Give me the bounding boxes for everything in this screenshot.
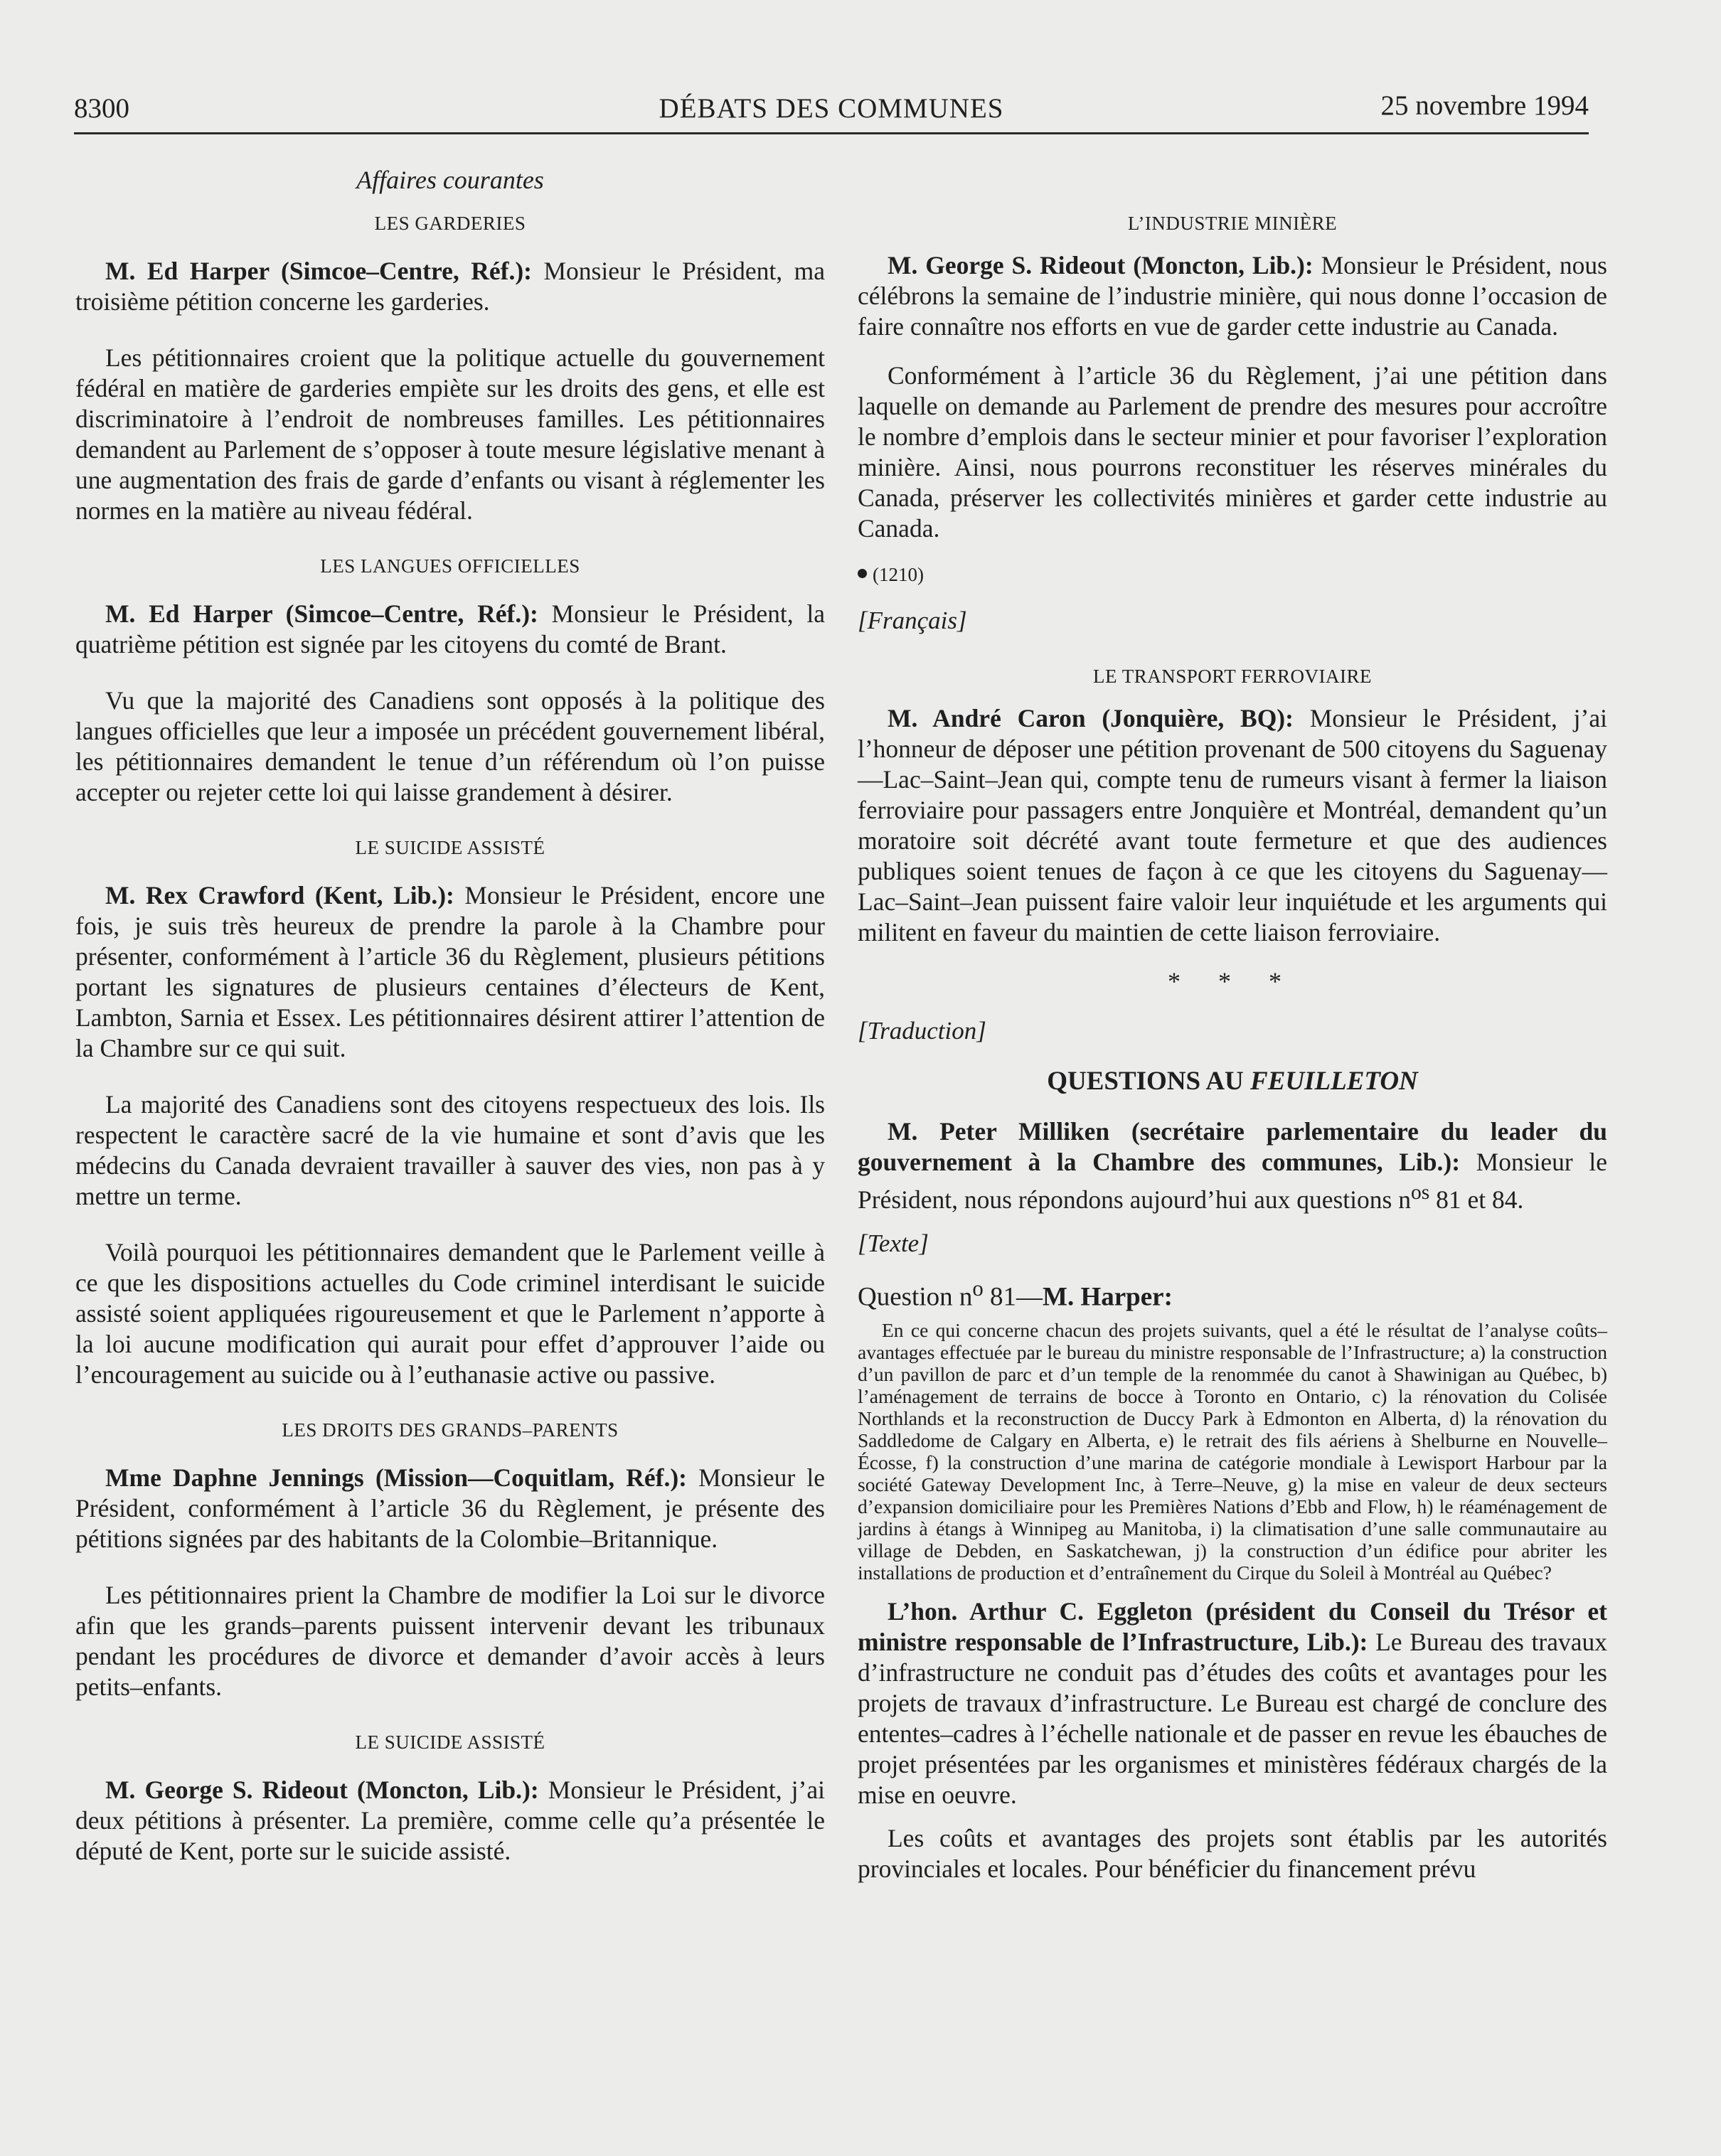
question-label: Question $n^o$ 81—M. Harper: [858, 1276, 1173, 1312]
section-title: LE TRANSPORT FERROVIAIRE [1093, 666, 1372, 687]
rubric-heading: Affaires courantes [356, 166, 544, 194]
paragraph: Voilà pourquoi les pétitionnaires demandent que le Parlement veille à ce que les dispositions actuelles du Code criminel interdisant le suicide assisté soient appliquées rigoureusement et que le Parlement n’apporte à la loi aucune modification qui aurait pour effet d’approuver l’aide ou l’encouragement au suicide ou à l’euthanasie active ou passive. [75, 1238, 825, 1389]
bullet-icon [858, 569, 867, 578]
paragraph: M. George S. Rideout (Moncton, Lib.): Monsieur le Président, nous célébrons la semaine de l’industrie minière, qui nous donne l’occasion de faire connaître nos efforts en vue de garder cette industrie au Canada. [858, 251, 1607, 341]
speaker-name: M. André Caron (Jonquière, BQ): [888, 704, 1294, 732]
language-tag: [Texte] [858, 1229, 929, 1257]
right-column [858, 164, 1607, 1884]
questions-heading: QUESTIONS AU FEUILLETON [1047, 1067, 1418, 1096]
paragraph: Mme Daphne Jennings (Mission—Coquitlam, Réf.): Monsieur le Président, conformément à l’article 36 du Règlement, je présente des pétitions signées par des habitants de la Colombie–Britannique. [75, 1463, 825, 1553]
paragraph: Vu que la majorité des Canadiens sont opposés à la politique des langues officielles que leur a imposée un précédent gouvernement libéral, les pétitionnaires demandent le tenue d’un référendum où l’on puisse accepter ou rejeter cette loi qui laisse grandement à désirer. [75, 686, 825, 806]
speaker-name: M. Ed Harper (Simcoe–Centre, Réf.): [105, 599, 538, 628]
page-date: 25 novembre 1994 [1380, 90, 1589, 121]
speaker-name: Mme Daphne Jennings (Mission—Coquitlam, Réf.): [105, 1463, 687, 1492]
paragraph: L’hon. Arthur C. Eggleton (président du Conseil du Trésor et ministre responsable de l’Infrastructure, Lib.): Le Bureau des travaux d’infrastructure ne conduit pas d’études des coûts et avantages pour les projets de travaux d’infrastructure. Le Bureau est chargé de conclure des ententes–cadres à l’échelle nationale et de passer en revue les ébauches de projet présentées par les organismes et ministères fédéraux chargés de la mise en oeuvre. [858, 1597, 1607, 1810]
paragraph: Les pétitionnaires croient que la politique actuelle du gouvernement fédéral en matière de garderies empiète sur les droits des gens, et elle est discriminatoire à l’endroit de nombreuses familles. Les pétitionnaires demandent au Parlement de s’opposer à toute mesure législative menant à une augmentation des frais de garde d’enfants ou visant à réglementer les normes en la matière au niveau fédéral. [75, 343, 825, 525]
section-title: LE SUICIDE ASSISTÉ [355, 1731, 545, 1753]
left-column [75, 164, 825, 1867]
language-tag: [Traduction] [858, 1017, 986, 1045]
speaker-name: M. George S. Rideout (Moncton, Lib.): [888, 251, 1314, 279]
speaker-name: M. Rex Crawford (Kent, Lib.): [105, 881, 454, 909]
paragraph: La majorité des Canadiens sont des citoyens respectueux des lois. Ils respectent le caractère sacré de la vie humaine et sont d’avis que les médecins du Canada devraient travailler à sauver des vies, non pas à y mettre un terme. [75, 1090, 825, 1210]
speaker-name: M. Peter Milliken (secrétaire parlementaire du leader du gouvernement à la Chambre des communes, Lib.): [858, 1117, 1607, 1176]
speaker-name: M. George S. Rideout (Moncton, Lib.): [105, 1776, 539, 1804]
separator-stars: * * * [1168, 967, 1297, 996]
paragraph: M. Ed Harper (Simcoe–Centre, Réf.): Monsieur le Président, la quatrième pétition est signée par les citoyens du comté de Brant. [75, 599, 825, 658]
paragraph: Les coûts et avantages des projets sont établis par les autorités provinciales et locales. Pour bénéficier du financement prévu [858, 1824, 1607, 1884]
paragraph: M. Peter Milliken (secrétaire parlementaire du leader du gouvernement à la Chambre des communes, Lib.): Monsieur le Président, nous répondons aujourd’hui aux questions $n^{os}$ 81 et 84. [858, 1117, 1607, 1214]
paragraph: Conformément à l’article 36 du Règlement, j’ai une pétition dans laquelle on demande au Parlement de prendre des mesures pour accroître le nombre d’emplois dans le secteur minier et pour favoriser l’exploration minière. Ainsi, nous pourrons reconstituer les réserves minérales du Canada, préserver les collectivités minières et garder cette industrie au Canada. [858, 361, 1607, 543]
page-header [74, 87, 1589, 134]
paragraph: M. George S. Rideout (Moncton, Lib.): Monsieur le Président, j’ai deux pétitions à présenter. La première, comme celle qu’a présentée le député de Kent, porte sur le suicide assisté. [75, 1776, 825, 1865]
language-tag: [Français] [858, 607, 967, 634]
paragraph: M. André Caron (Jonquière, BQ): Monsieur le Président, j’ai l’honneur de déposer une pétition provenant de 500 citoyens du Saguenay—Lac–Saint–Jean qui, compte tenu de rumeurs visant à fermer la liaison ferroviaire pour passagers entre Jonquière et Montréal, demandent qu’un moratoire soit décrété avant toute fermeture et que des audiences publiques soient tenues de façon à ce que les citoyens du Saguenay—Lac–Saint–Jean puissent faire valoir leur inquiétude et les arguments qui militent en faveur du maintien de cette liaison ferroviaire. [858, 704, 1607, 946]
section-title: LES LANGUES OFFICIELLES [320, 555, 580, 577]
publication-title: DÉBATS DES COMMUNES [659, 93, 1004, 124]
time-marker: (1210) [858, 562, 1607, 587]
speaker-name: L’hon. Arthur C. Eggleton (président du Conseil du Trésor et ministre responsable de l’Infrastructure, Lib.): [858, 1597, 1607, 1657]
section-title: LES GARDERIES [374, 213, 526, 234]
question-text: En ce qui concerne chacun des projets suivants, quel a été le résultat de l’analyse coûts–avantages effectuée par le bureau du ministre responsable de l’Infrastructure; a) la construction d’un pavillon de parc et d’un temple de la renommée du canot à Shawinigan au Québec, b) l’aménagement de terrains de bocce à Toronto en Ontario, c) la rénovation du Colisée Northlands et la reconstruction de Duccy Park à Edmonton en Alberta, d) la rénovation du Saddledome de Calgary en Alberta, e) le retrait des fils aériens à Shelburne en Nouvelle–Écosse, f) la construction d’une marina de catégorie mondiale à Lewisport Harbour par la société Gateway Development Inc, à Terre–Neuve, g) la mise en valeur de deux secteurs d’expansion domiciliaire pour les Premières Nations d’Ebb and Flow, h) le réaménagement de jardins à étangs à Winnipeg au Manitoba, i) la climatisation d’une salle communautaire au village de Debden, en Saskatchewan, j) la construction d’un édifice pour abriter les installations de production et d’entraînement du Cirque du Soleil à Montréal au Québec? [858, 1319, 1607, 1584]
page-number: 8300 [74, 93, 129, 124]
section-title: LES DROITS DES GRANDS–PARENTS [282, 1419, 619, 1441]
section-title: LE SUICIDE ASSISTÉ [355, 837, 545, 858]
speaker-name: M. Ed Harper (Simcoe–Centre, Réf.): [105, 257, 532, 285]
section-title: L’INDUSTRIE MINIÈRE [1127, 213, 1338, 234]
paragraph: Les pétitionnaires prient la Chambre de modifier la Loi sur le divorce afin que les grands–parents puissent intervenir devant les tribunaux pendant les procédures de divorce et demander d’avoir accès à leurs petits–enfants. [75, 1581, 825, 1701]
paragraph: M. Ed Harper (Simcoe–Centre, Réf.): Monsieur le Président, ma troisième pétition concerne les garderies. [75, 257, 825, 316]
paragraph: M. Rex Crawford (Kent, Lib.): Monsieur le Président, encore une fois, je suis très heureux de prendre la parole à la Chambre pour présenter, conformément à l’article 36 du Règlement, plusieurs pétitions portant les signatures de plusieurs centaines d’électeurs de Kent, Lambton, Sarnia et Essex. Les pétitionnaires désirent attirer l’attention de la Chambre sur ce qui suit. [75, 881, 825, 1062]
